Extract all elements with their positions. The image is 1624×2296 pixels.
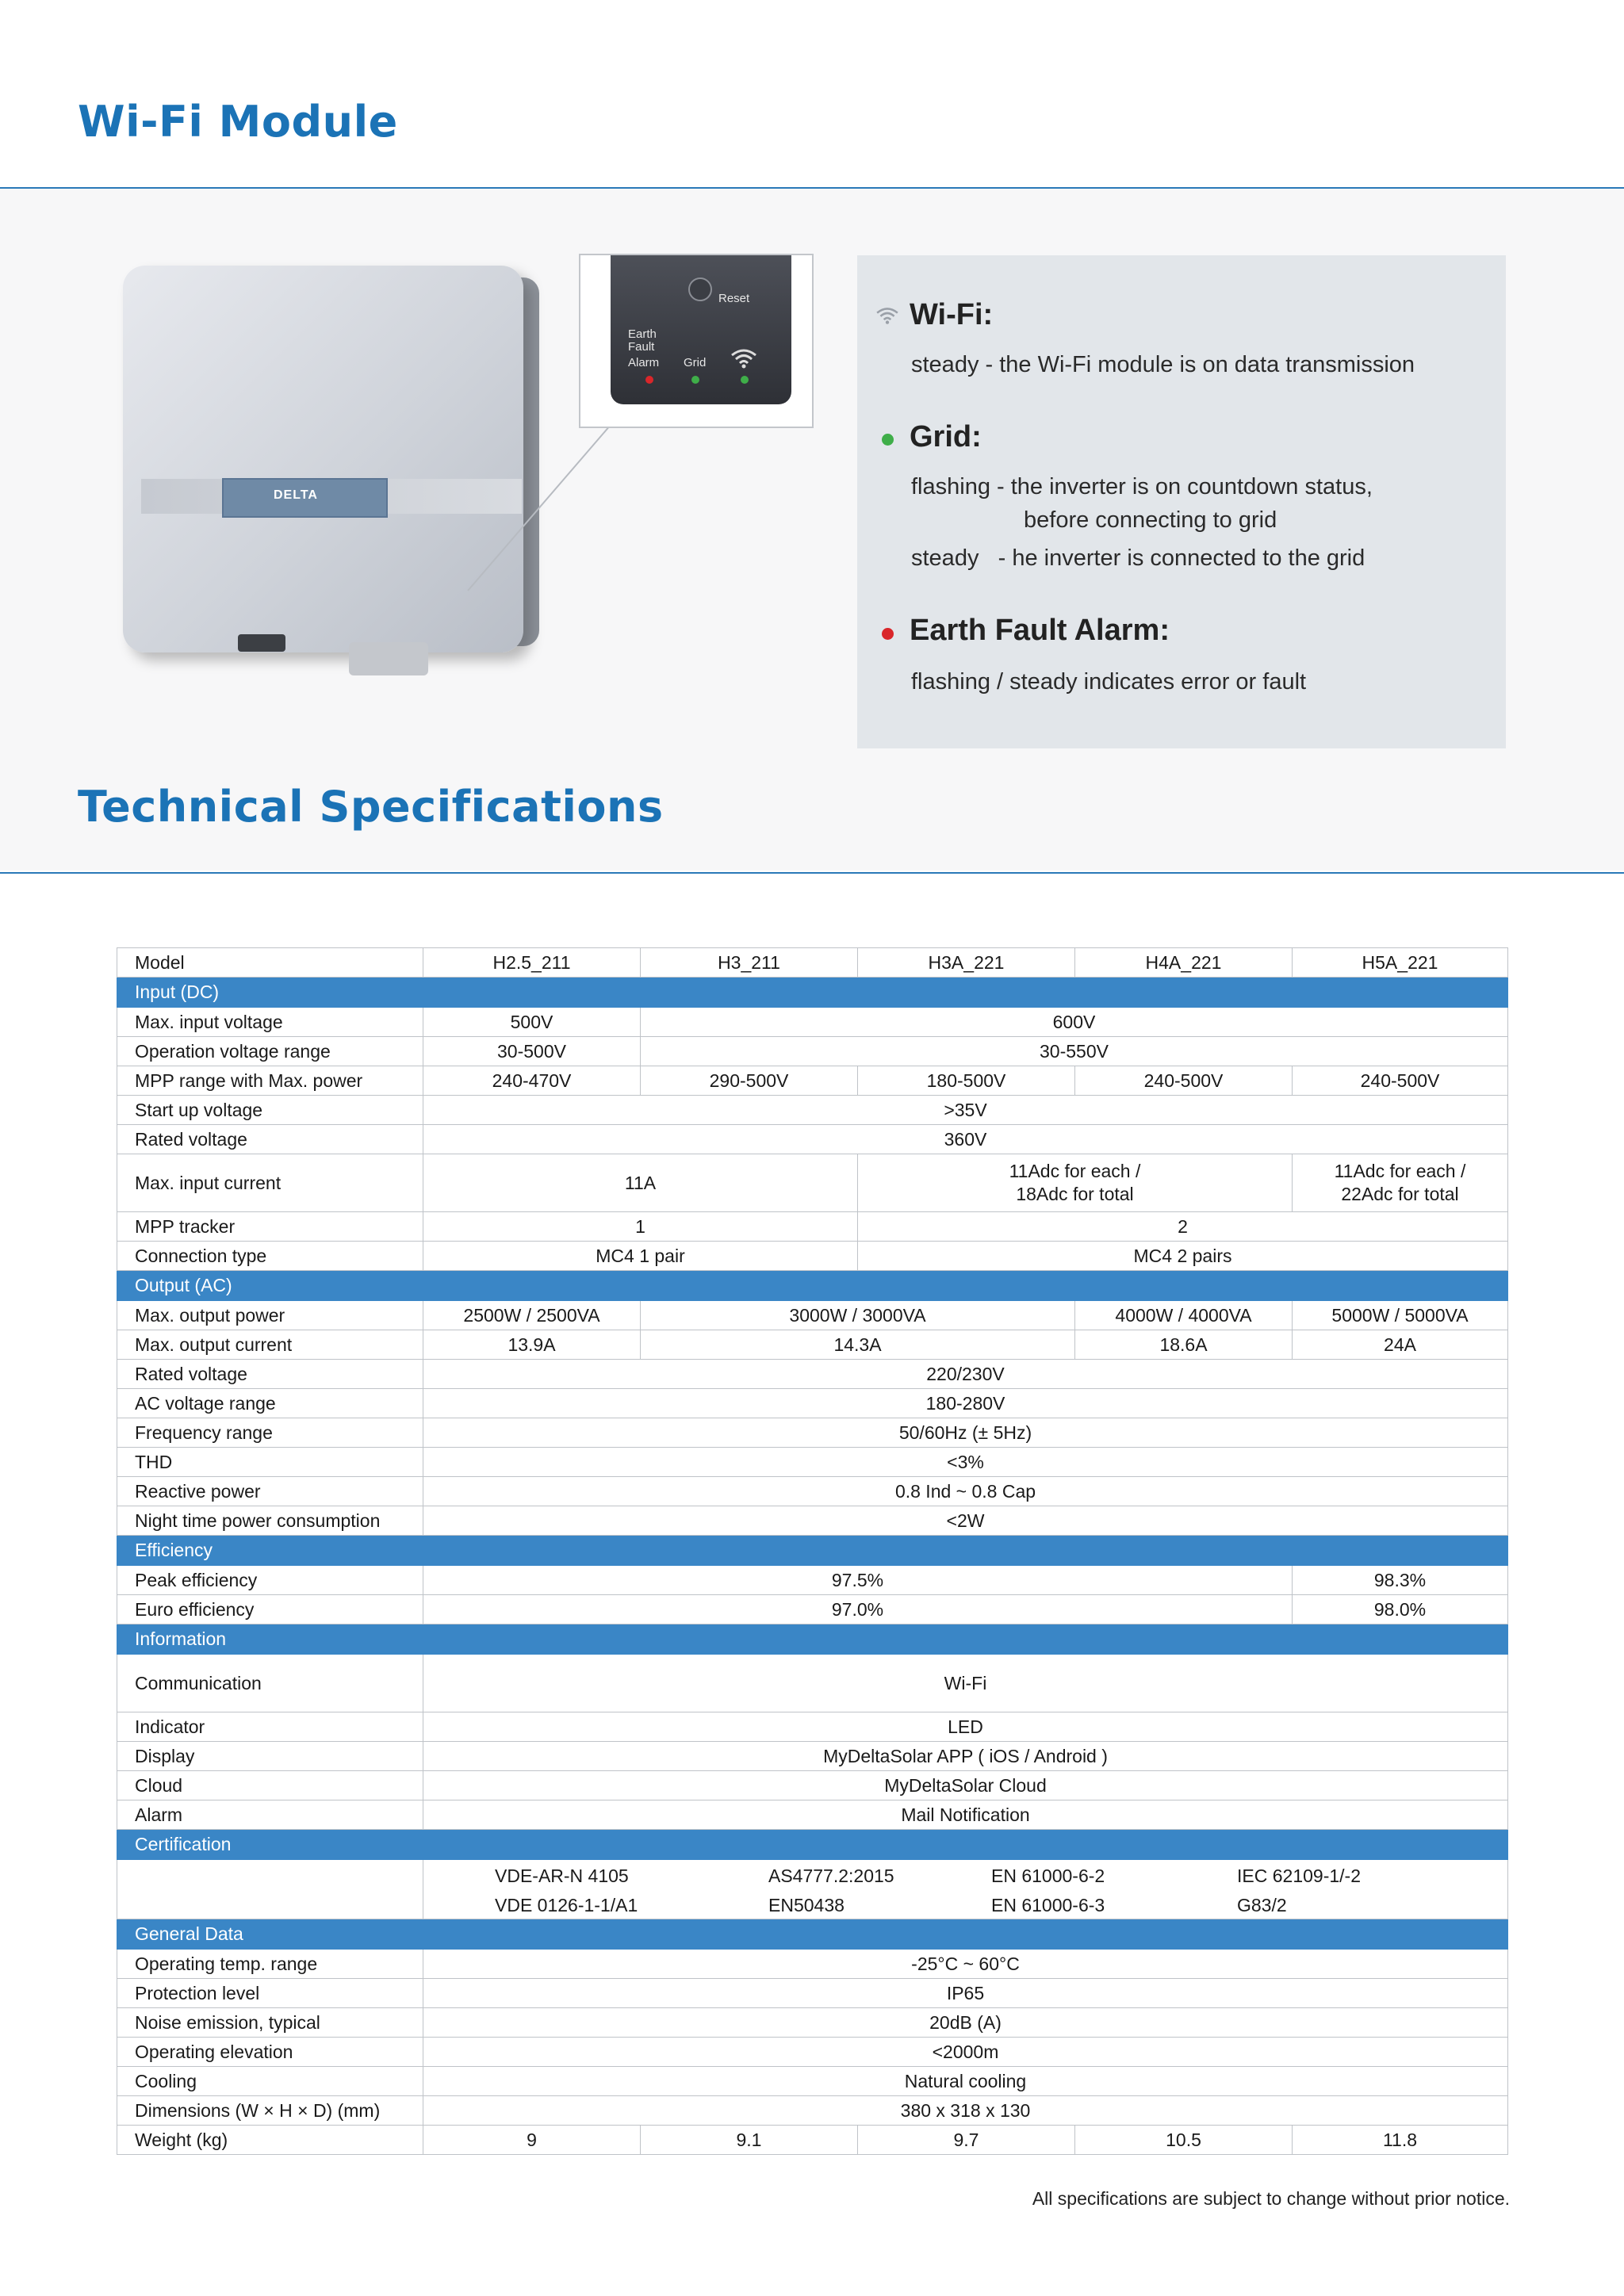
row-label: Peak efficiency xyxy=(117,1566,423,1595)
cell-value: 24A xyxy=(1293,1330,1508,1360)
earth-fault-label: Earth Fault xyxy=(628,327,657,354)
certification-list xyxy=(423,1860,1508,1919)
cell-value: 500V xyxy=(423,1008,641,1037)
cell-value: 4000W / 4000VA xyxy=(1075,1301,1293,1330)
section-header-certification: Certification xyxy=(117,1830,1508,1860)
row-label: Max. output current xyxy=(117,1330,423,1360)
grid-led xyxy=(691,376,699,384)
heading-rule xyxy=(0,872,1624,874)
earth-fault-legend-text: flashing / steady indicates error or fault xyxy=(911,669,1307,695)
cell-value: 18.6A xyxy=(1075,1330,1293,1360)
indicator-legend xyxy=(857,255,1506,748)
reset-label: Reset xyxy=(718,292,750,305)
table-row xyxy=(117,1330,1508,1360)
model-name: H2.5_211 xyxy=(423,948,641,978)
grid-legend-flashing: flashing - the inverter is on countdown status, xyxy=(911,474,1373,499)
table-row xyxy=(117,1742,1508,1771)
tech-specs-heading: Technical Specifications xyxy=(78,782,664,832)
row-label: AC voltage range xyxy=(117,1389,423,1418)
table-row xyxy=(117,1655,1508,1712)
row-label: Weight (kg) xyxy=(117,2126,423,2155)
row-label: Rated voltage xyxy=(117,1125,423,1154)
row-label: Night time power consumption xyxy=(117,1506,423,1536)
table-row xyxy=(117,1595,1508,1624)
cell-value: 9 xyxy=(423,2126,641,2155)
table-row xyxy=(117,1125,1508,1154)
grid-dot-icon xyxy=(882,434,894,446)
table-header-row xyxy=(117,948,1508,978)
certification-item: IEC 62109-1/-2 xyxy=(1237,1866,1361,1886)
cell-value: MC4 1 pair xyxy=(423,1242,858,1271)
earth-fault-legend-title: Earth Fault Alarm: xyxy=(910,614,1170,647)
table-row xyxy=(117,1712,1508,1742)
table-row xyxy=(117,1448,1508,1477)
table-row xyxy=(117,1477,1508,1506)
cell-value: -25°C ~ 60°C xyxy=(423,1950,1508,1979)
row-label: Protection level xyxy=(117,1979,423,2008)
cell-value: 600V xyxy=(641,1008,1508,1037)
cell-value: 98.3% xyxy=(1293,1566,1508,1595)
table-row xyxy=(117,1979,1508,2008)
certification-item: G83/2 xyxy=(1237,1895,1287,1915)
grid-legend-title: Grid: xyxy=(910,420,982,453)
table-row xyxy=(117,1154,1508,1212)
row-label-empty xyxy=(117,1860,423,1919)
wifi-icon xyxy=(875,306,900,325)
row-label: Noise emission, typical xyxy=(117,2008,423,2038)
table-row xyxy=(117,1008,1508,1037)
section-header-general-data: General Data xyxy=(117,1919,1508,1950)
cell-value: 9.1 xyxy=(641,2126,858,2155)
row-label: Frequency range xyxy=(117,1418,423,1448)
row-label: Start up voltage xyxy=(117,1096,423,1125)
cell-value: 240-500V xyxy=(1075,1066,1293,1096)
cell-value: 9.7 xyxy=(858,2126,1075,2155)
cell-value: Mail Notification xyxy=(423,1800,1508,1830)
wifi-module-heading: Wi-Fi Module xyxy=(78,97,398,147)
model-name: H5A_221 xyxy=(1293,948,1508,978)
row-label: Operation voltage range xyxy=(117,1037,423,1066)
grid-legend-steady: steady - he inverter is connected to the grid xyxy=(911,545,1365,571)
row-label: Connection type xyxy=(117,1242,423,1271)
row-label: THD xyxy=(117,1448,423,1477)
cell-value: 180-500V xyxy=(858,1066,1075,1096)
cell-value: 11.8 xyxy=(1293,2126,1508,2155)
cell-value: 30-500V xyxy=(423,1037,641,1066)
table-row xyxy=(117,1096,1508,1125)
row-label: Euro efficiency xyxy=(117,1595,423,1624)
section-header-efficiency: Efficiency xyxy=(117,1536,1508,1566)
cell-value: 13.9A xyxy=(423,1330,641,1360)
section-header-information: Information xyxy=(117,1624,1508,1655)
table-row xyxy=(117,1566,1508,1595)
certification-item: AS4777.2:2015 xyxy=(768,1866,894,1886)
table-row xyxy=(117,1066,1508,1096)
cell-value: 14.3A xyxy=(641,1330,1075,1360)
certification-item: EN 61000-6-2 xyxy=(991,1866,1105,1886)
cell-value: IP65 xyxy=(423,1979,1508,2008)
table-row xyxy=(117,2067,1508,2096)
row-label: MPP tracker xyxy=(117,1212,423,1242)
alarm-dot-icon xyxy=(882,628,894,640)
table-row xyxy=(117,2008,1508,2038)
cell-value: 380 x 318 x 130 xyxy=(423,2096,1508,2126)
table-row xyxy=(117,1950,1508,1979)
cell-value: MyDeltaSolar APP ( iOS / Android ) xyxy=(423,1742,1508,1771)
section-header-input-dc: Input (DC) xyxy=(117,978,1508,1008)
cell-line: 22Adc for total xyxy=(1341,1184,1459,1204)
alarm-label: Alarm xyxy=(628,356,660,369)
row-label: Operating elevation xyxy=(117,2038,423,2067)
table-row xyxy=(117,1800,1508,1830)
cell-value: 11A xyxy=(423,1154,858,1212)
row-label: Reactive power xyxy=(117,1477,423,1506)
cell-value: 3000W / 3000VA xyxy=(641,1301,1075,1330)
cell-value: 30-550V xyxy=(641,1037,1508,1066)
table-row xyxy=(117,1506,1508,1536)
cell-value: <3% xyxy=(423,1448,1508,1477)
row-label: Alarm xyxy=(117,1800,423,1830)
table-row xyxy=(117,1037,1508,1066)
cell-value: 2500W / 2500VA xyxy=(423,1301,641,1330)
wifi-icon xyxy=(730,347,758,369)
certification-row xyxy=(117,1860,1508,1919)
cell-value: 10.5 xyxy=(1075,2126,1293,2155)
cell-value: 20dB (A) xyxy=(423,2008,1508,2038)
certification-item: EN50438 xyxy=(768,1895,845,1915)
row-label: Cooling xyxy=(117,2067,423,2096)
certification-item: EN 61000-6-3 xyxy=(991,1895,1105,1915)
reset-button-graphic xyxy=(688,277,712,301)
model-name: H4A_221 xyxy=(1075,948,1293,978)
row-label: Dimensions (W × H × D) (mm) xyxy=(117,2096,423,2126)
alarm-led xyxy=(645,376,653,384)
model-name: H3A_221 xyxy=(858,948,1075,978)
cell-value: 220/230V xyxy=(423,1360,1508,1389)
table-row xyxy=(117,1389,1508,1418)
row-label: Rated voltage xyxy=(117,1360,423,1389)
certification-grid xyxy=(423,1860,1507,1919)
row-label: Communication xyxy=(117,1655,423,1712)
table-row xyxy=(117,2126,1508,2155)
cell-value: 97.5% xyxy=(423,1566,1293,1595)
cell-value: 98.0% xyxy=(1293,1595,1508,1624)
cell-value xyxy=(858,1154,1293,1212)
cell-line: 18Adc for total xyxy=(1016,1184,1134,1204)
wifi-led xyxy=(741,376,749,384)
cell-value: >35V xyxy=(423,1096,1508,1125)
table-row xyxy=(117,1212,1508,1242)
row-label: Display xyxy=(117,1742,423,1771)
table-row xyxy=(117,1242,1508,1271)
row-label: Indicator xyxy=(117,1712,423,1742)
cell-value: <2W xyxy=(423,1506,1508,1536)
table-row xyxy=(117,1360,1508,1389)
wifi-legend-title: Wi-Fi: xyxy=(910,298,994,331)
section-header-output-ac: Output (AC) xyxy=(117,1271,1508,1301)
delta-logo: DELTA xyxy=(274,488,318,502)
cell-value: 97.0% xyxy=(423,1595,1293,1624)
footer-note: All specifications are subject to change without prior notice. xyxy=(1032,2188,1510,2209)
cell-value: MC4 2 pairs xyxy=(858,1242,1508,1271)
model-name: H3_211 xyxy=(641,948,858,978)
row-label: Operating temp. range xyxy=(117,1950,423,1979)
model-label: Model xyxy=(117,948,423,978)
cell-value: LED xyxy=(423,1712,1508,1742)
cell-value: MyDeltaSolar Cloud xyxy=(423,1771,1508,1800)
cell-value: Natural cooling xyxy=(423,2067,1508,2096)
cell-value: Wi-Fi xyxy=(423,1655,1508,1712)
row-label: Cloud xyxy=(117,1771,423,1800)
wifi-legend-text: steady - the Wi-Fi module is on data transmission xyxy=(911,352,1415,377)
cell-value xyxy=(1293,1154,1508,1212)
table-row xyxy=(117,1301,1508,1330)
cell-value: 5000W / 5000VA xyxy=(1293,1301,1508,1330)
cell-value: 240-470V xyxy=(423,1066,641,1096)
row-label: Max. input voltage xyxy=(117,1008,423,1037)
cell-value: 290-500V xyxy=(641,1066,858,1096)
table-row xyxy=(117,1771,1508,1800)
row-label: Max. output power xyxy=(117,1301,423,1330)
certification-item: VDE-AR-N 4105 xyxy=(495,1866,629,1886)
row-label: MPP range with Max. power xyxy=(117,1066,423,1096)
grid-legend-flashing-cont: before connecting to grid xyxy=(1024,507,1277,533)
cell-value: 0.8 Ind ~ 0.8 Cap xyxy=(423,1477,1508,1506)
table-row xyxy=(117,2096,1508,2126)
row-label: Max. input current xyxy=(117,1154,423,1212)
cell-value: 2 xyxy=(858,1212,1508,1242)
spec-table xyxy=(117,947,1508,2155)
cell-value: 240-500V xyxy=(1293,1066,1508,1096)
cell-line: 11Adc for each / xyxy=(1009,1161,1141,1182)
grid-label: Grid xyxy=(684,356,707,369)
cell-value: <2000m xyxy=(423,2038,1508,2067)
certification-item: VDE 0126-1-1/A1 xyxy=(495,1895,638,1915)
cell-value: 360V xyxy=(423,1125,1508,1154)
cell-value: 50/60Hz (± 5Hz) xyxy=(423,1418,1508,1448)
cell-line: 11Adc for each / xyxy=(1334,1161,1466,1182)
table-row xyxy=(117,2038,1508,2067)
cell-value: 1 xyxy=(423,1212,858,1242)
table-row xyxy=(117,1418,1508,1448)
cell-value: 180-280V xyxy=(423,1389,1508,1418)
